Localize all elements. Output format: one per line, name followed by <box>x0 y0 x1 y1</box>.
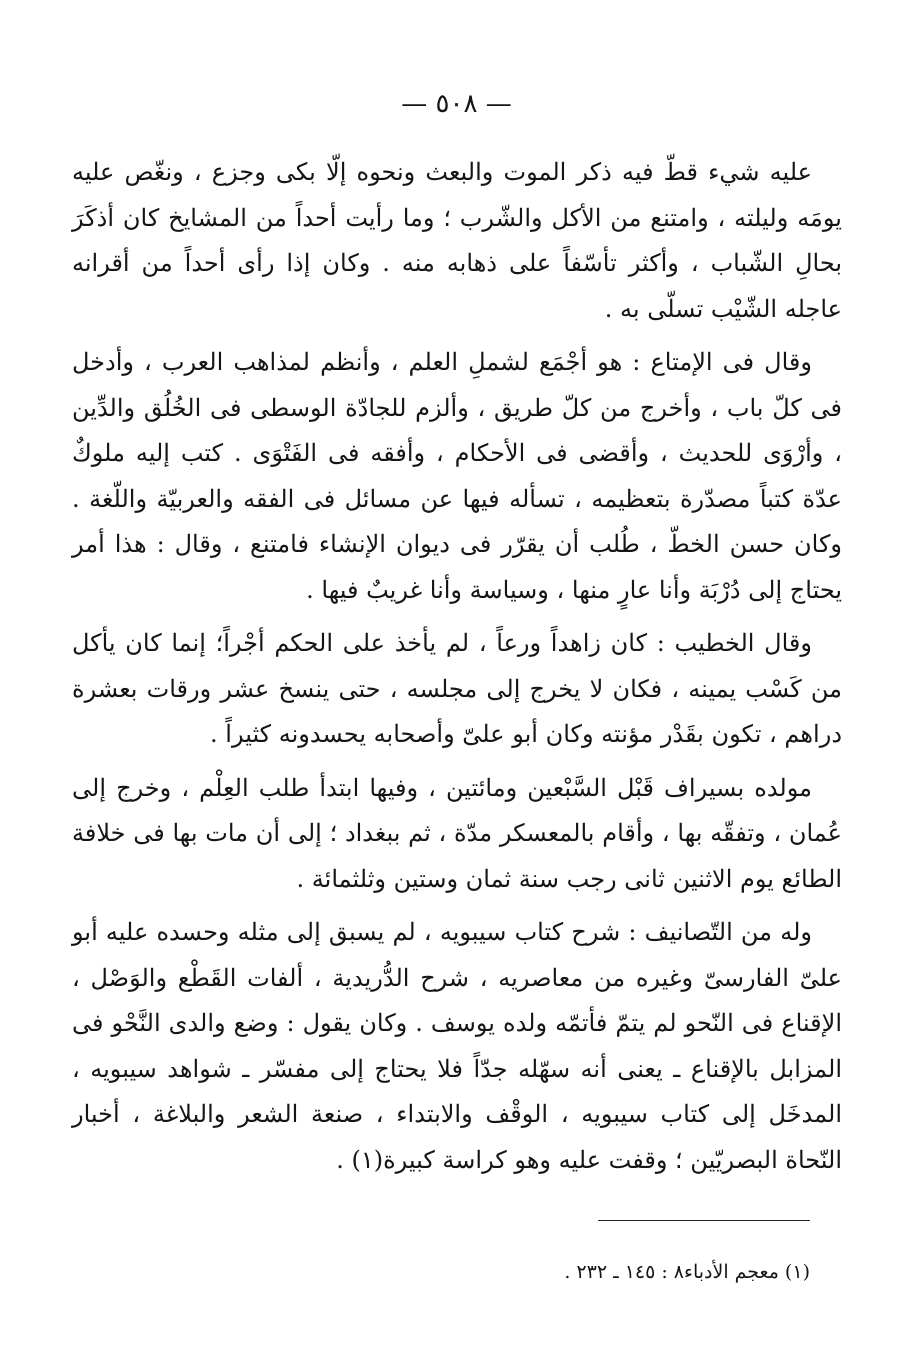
footnote-divider <box>598 1220 810 1221</box>
footnote: (١) معجم الأدباء٨ : ١٤٥ ـ ٢٣٢ . <box>564 1261 810 1283</box>
paragraph-1: عليه شيء قطّ فيه ذكر الموت والبعث ونحوه إلّا بكى وجزع ، ونغّص عليه يومَه وليلته ، وامتنع من الأكل والشّرب ؛ وما رأيت أحداً من المشايخ كان أذكَرَ بحالِ الشّباب ، وأكثر تأسّفاً على ذهابه منه . وكان إذا رأى أحداً من أقرانه عاجله الشّيْب تسلّى به . <box>72 158 842 323</box>
paragraph-5: وله من التّصانيف : شرح كتاب سيبويه ، لم يسبق إلى مثله وحسده عليه أبو علىّ الفارسىّ وغيره من معاصريه ، شرح الدُّريدية ، ألفات القَطْع والوَصْل ، الإقناع فى النّحو لم يتمّ فأتمّه ولده يوسف . وكان يقول : وضع والدى النَّحْو فى المزابل بالإقناع ـ يعنى أنه سهّله جدّاً فلا يحتاج إلى مفسّر ـ شواهد سيبويه ، المدخَل إلى كتاب سيبويه ، الوقْف والابتداء ، صنعة الشعر والبلاغة ، أخبار النّحاة البصريّين ؛ وقفت عليه وهو كراسة كبيرة(١) . <box>72 918 842 1174</box>
paragraph-4: مولده بسيراف قَبْل السَّبْعين ومائتين ، وفيها ابتدأ طلب العِلْم ، وخرج إلى عُمان ، وتفقّه بها ، وأقام بالمعسكر مدّة ، ثم ببغداد ؛ إلى أن مات بها فى خلافة الطائع يوم الاثنين ثانى رجب سنة ثمان وستين وثلثمائة . <box>72 773 842 893</box>
body-text <box>72 150 842 1191</box>
page-number: — ٥٠٨ — <box>401 89 512 119</box>
paragraph-3: وقال الخطيب : كان زاهداً ورعاً ، لم يأخذ على الحكم أجْراً؛ إنما كان يأكل من كَسْب يمينه ، فكان لا يخرج إلى مجلسه ، حتى ينسخ عشر ورقات بعشرة دراهم ، تكون بقَدْر مؤنته وكان أبو علىّ وأصحابه يحسدونه كثيراً . <box>72 629 842 748</box>
paragraph-2: وقال فى الإمتاع : هو أجْمَع لشملِ العلم ، وأنظم لمذاهب العرب ، وأدخل فى كلّ باب ، وأخرج من كلّ طريق ، وألزم للجادّة الوسطى فى الخُلُق والدِّين ، وأرْوَى للحديث ، وأقضى فى الأحكام ، وأفقه فى الفَتْوَى . كتب إليه ملوكٌ عدّة كتباً مصدّرة بتعظيمه ، تسأله فيها عن مسائل فى الفقه والعربيّة واللّغة . وكان حسن الخطّ ، طُلب أن يقرّر فى ديوان الإنشاء فامتنع ، وقال : هذا أمر يحتاج إلى دُرْبَة وأنا عارٍ منها ، وسياسة وأنا غريبٌ فيها . <box>72 348 842 604</box>
